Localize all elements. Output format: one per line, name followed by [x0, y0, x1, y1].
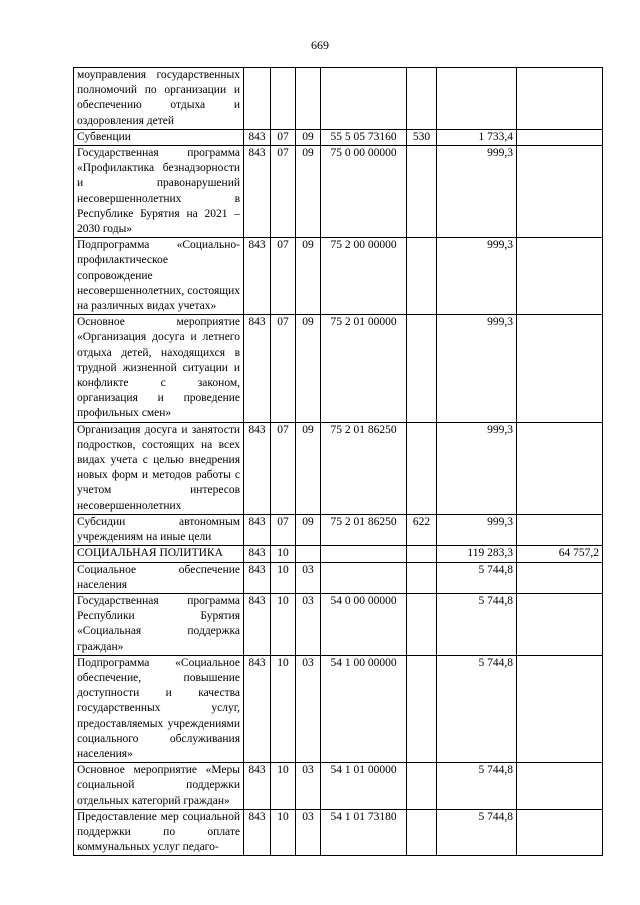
row-name-cell: Основное мероприятие «Меры социальной поддержки отдельных категорий граждан»: [74, 763, 244, 810]
table-row: [74, 129, 603, 145]
amount-cell: [437, 68, 517, 130]
subsection-code-cell: 09: [296, 514, 321, 545]
amount-cell: 1 733,4: [437, 129, 517, 145]
subsection-code-cell: 09: [296, 146, 321, 238]
section-code-cell: 07: [271, 315, 296, 422]
amount-second-cell: [517, 809, 603, 856]
expense-type-cell: [407, 809, 437, 856]
row-name-cell: моуправления государственных полномочий по организации и обеспечению отдыха и оздоровления детей: [74, 68, 244, 130]
target-article-cell: [321, 546, 407, 562]
row-name-cell: Подпрограмма «Социальное обеспечение, повышение доступности и качества государственных услуг, предоставляемых учреждениями социального обслуживания населения»: [74, 655, 244, 762]
amount-second-cell: [517, 315, 603, 422]
target-article-cell: 75 2 01 86250: [321, 422, 407, 514]
expense-type-cell: [407, 562, 437, 593]
target-article-cell: 75 2 01 00000: [321, 315, 407, 422]
amount-cell: 119 283,3: [437, 546, 517, 562]
amount-cell: 5 744,8: [437, 763, 517, 810]
subsection-code-cell: 03: [296, 593, 321, 655]
target-article-cell: 54 1 01 73180: [321, 809, 407, 856]
grbs-code-cell: 843: [244, 809, 271, 856]
amount-cell: 5 744,8: [437, 655, 517, 762]
amount-second-cell: [517, 514, 603, 545]
grbs-code-cell: 843: [244, 514, 271, 545]
section-code-cell: 07: [271, 238, 296, 315]
amount-cell: 999,3: [437, 514, 517, 545]
table-row: [74, 514, 603, 545]
grbs-code-cell: [244, 68, 271, 130]
row-name-cell: Предоставление мер социальной поддержки по оплате коммунальных услуг педаго-: [74, 809, 244, 856]
target-article-cell: 75 2 00 00000: [321, 238, 407, 315]
section-code-cell: [271, 68, 296, 130]
subsection-code-cell: 09: [296, 238, 321, 315]
row-name-cell: Субсидии автономным учреждениям на иные цели: [74, 514, 244, 545]
row-name-cell: Государственная программа «Профилактика безнадзорности и правонарушений несовершеннолетних в Республике Бурятия на 2021 – 2030 годы»: [74, 146, 244, 238]
amount-second-cell: [517, 593, 603, 655]
amount-cell: 999,3: [437, 238, 517, 315]
grbs-code-cell: 843: [244, 238, 271, 315]
amount-cell: 5 744,8: [437, 593, 517, 655]
section-code-cell: 10: [271, 562, 296, 593]
section-code-cell: 07: [271, 129, 296, 145]
amount-second-cell: [517, 422, 603, 514]
amount-second-cell: [517, 238, 603, 315]
amount-second-cell: [517, 655, 603, 762]
target-article-cell: [321, 68, 407, 130]
page-number: 669: [311, 38, 329, 52]
amount-second-cell: [517, 129, 603, 145]
table-row: [74, 146, 603, 238]
grbs-code-cell: 843: [244, 546, 271, 562]
expense-type-cell: [407, 655, 437, 762]
target-article-cell: 55 5 05 73160: [321, 129, 407, 145]
expense-type-cell: [407, 763, 437, 810]
table-row: [74, 422, 603, 514]
table-row: [74, 809, 603, 856]
section-code-cell: 10: [271, 763, 296, 810]
table-row: [74, 546, 603, 562]
table-body: [74, 68, 603, 856]
subsection-code-cell: 03: [296, 809, 321, 856]
target-article-cell: 75 2 01 86250: [321, 514, 407, 545]
amount-second-cell: [517, 68, 603, 130]
target-article-cell: 54 1 01 00000: [321, 763, 407, 810]
section-code-cell: 10: [271, 593, 296, 655]
expense-type-cell: [407, 593, 437, 655]
row-name-cell: Государственная программа Республики Бурятия «Социальная поддержка граждан»: [74, 593, 244, 655]
amount-second-cell: [517, 763, 603, 810]
expense-type-cell: [407, 315, 437, 422]
table-row: [74, 315, 603, 422]
section-code-cell: 07: [271, 146, 296, 238]
row-name-cell: Основное мероприятие «Организация досуга и летнего отдыха детей, находящихся в трудной жизненной ситуации и конфликте с законом, организация и проведение профильных смен»: [74, 315, 244, 422]
table-row: [74, 655, 603, 762]
grbs-code-cell: 843: [244, 315, 271, 422]
target-article-cell: 54 0 00 00000: [321, 593, 407, 655]
subsection-code-cell: 09: [296, 129, 321, 145]
grbs-code-cell: 843: [244, 129, 271, 145]
grbs-code-cell: 843: [244, 593, 271, 655]
budget-table: [73, 67, 603, 856]
section-code-cell: 10: [271, 809, 296, 856]
grbs-code-cell: 843: [244, 655, 271, 762]
subsection-code-cell: 03: [296, 655, 321, 762]
amount-cell: 999,3: [437, 315, 517, 422]
amount-second-cell: [517, 562, 603, 593]
target-article-cell: 75 0 00 00000: [321, 146, 407, 238]
row-name-cell: Организация досуга и занятости подростков, состоящих на всех видах учета с целью внедрения новых форм и методов работы с учетом интересов несовершеннолетних: [74, 422, 244, 514]
amount-cell: 999,3: [437, 146, 517, 238]
grbs-code-cell: 843: [244, 763, 271, 810]
amount-cell: 5 744,8: [437, 809, 517, 856]
amount-cell: 5 744,8: [437, 562, 517, 593]
subsection-code-cell: [296, 68, 321, 130]
row-name-cell: Подпрограмма «Социально-профилактическое сопровождение несовершеннолетних, состоящих на различных видах учетах»: [74, 238, 244, 315]
subsection-code-cell: [296, 546, 321, 562]
row-name-cell: Социальное обеспечение населения: [74, 562, 244, 593]
expense-type-cell: 530: [407, 129, 437, 145]
amount-second-cell: [517, 146, 603, 238]
expense-type-cell: [407, 422, 437, 514]
row-name-cell: СОЦИАЛЬНАЯ ПОЛИТИКА: [74, 546, 244, 562]
target-article-cell: [321, 562, 407, 593]
expense-type-cell: [407, 238, 437, 315]
expense-type-cell: [407, 546, 437, 562]
row-name-cell: Субвенции: [74, 129, 244, 145]
expense-type-cell: [407, 146, 437, 238]
subsection-code-cell: 09: [296, 315, 321, 422]
subsection-code-cell: 09: [296, 422, 321, 514]
table-row: [74, 68, 603, 130]
amount-second-cell: 64 757,2: [517, 546, 603, 562]
section-code-cell: 10: [271, 546, 296, 562]
subsection-code-cell: 03: [296, 763, 321, 810]
table-row: [74, 763, 603, 810]
grbs-code-cell: 843: [244, 146, 271, 238]
table-row: [74, 593, 603, 655]
amount-cell: 999,3: [437, 422, 517, 514]
table-row: [74, 562, 603, 593]
grbs-code-cell: 843: [244, 422, 271, 514]
subsection-code-cell: 03: [296, 562, 321, 593]
grbs-code-cell: 843: [244, 562, 271, 593]
section-code-cell: 10: [271, 655, 296, 762]
target-article-cell: 54 1 00 00000: [321, 655, 407, 762]
section-code-cell: 07: [271, 422, 296, 514]
expense-type-cell: [407, 68, 437, 130]
table-row: [74, 238, 603, 315]
expense-type-cell: 622: [407, 514, 437, 545]
section-code-cell: 07: [271, 514, 296, 545]
